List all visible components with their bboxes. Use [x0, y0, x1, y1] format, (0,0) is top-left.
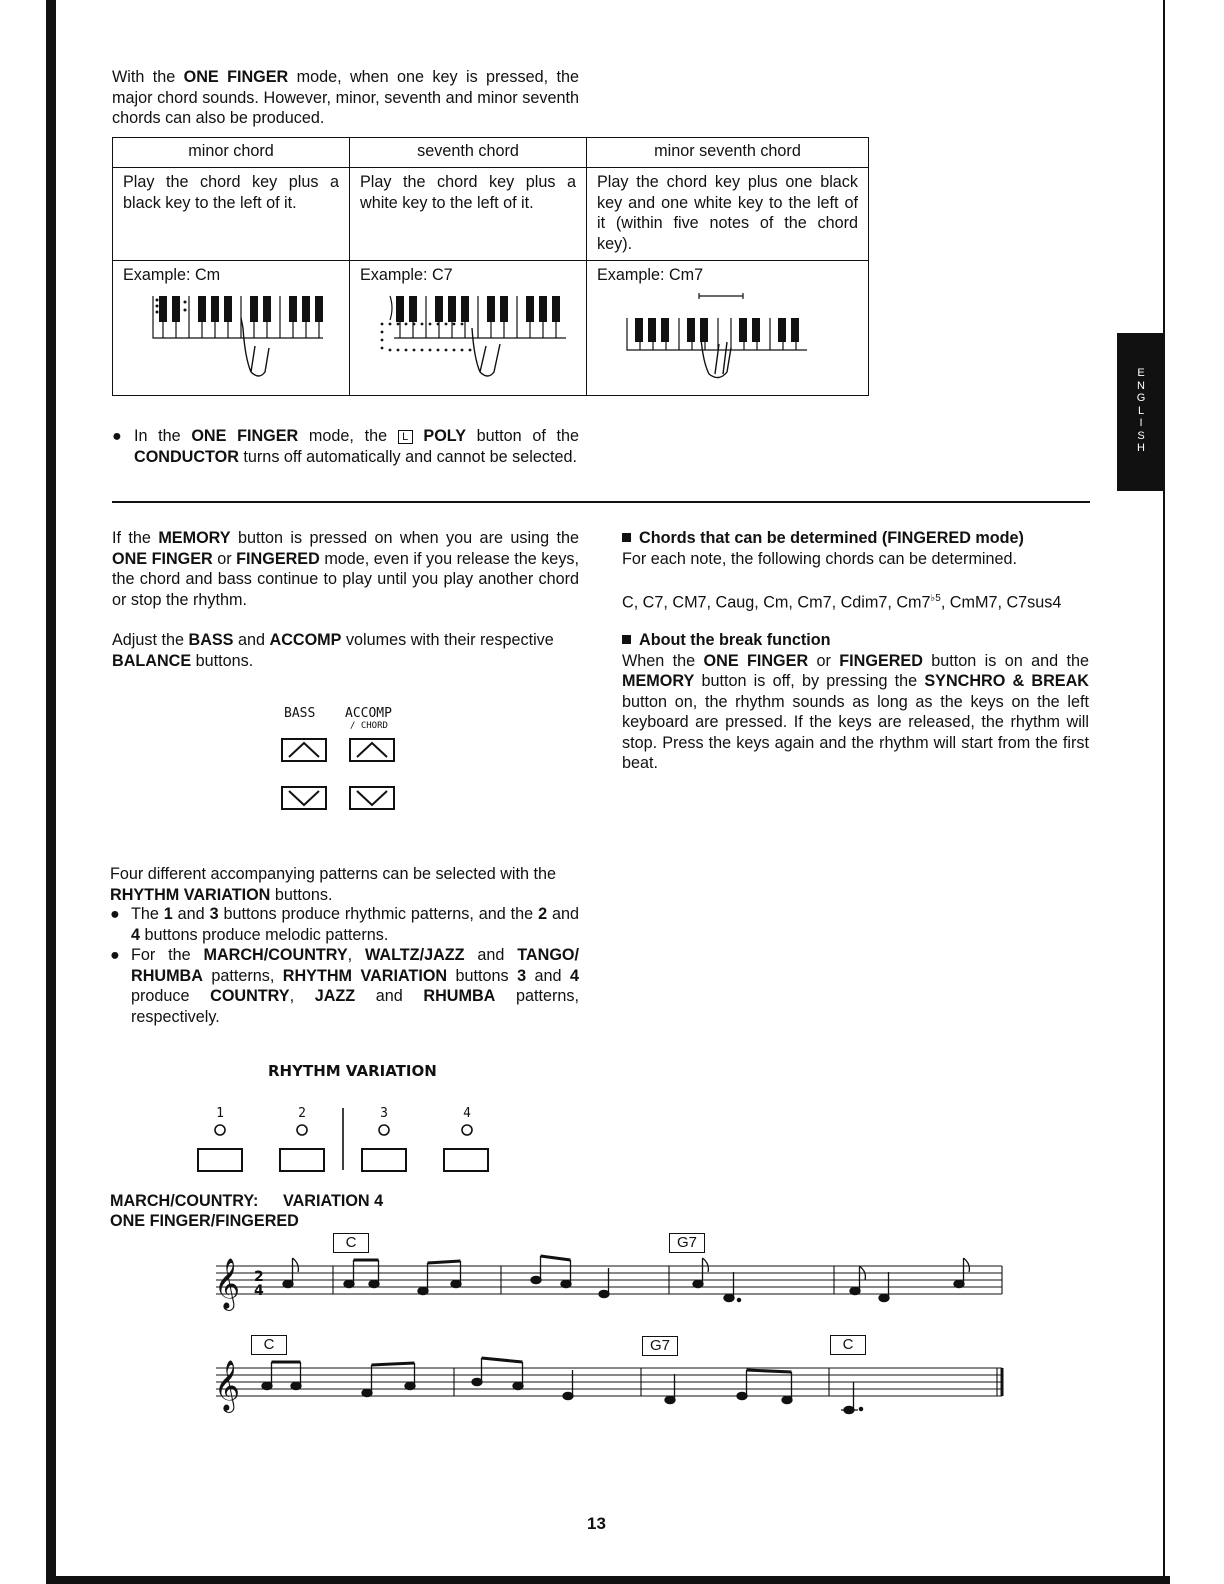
table-header: seventh chord	[350, 138, 587, 168]
indicator-lamp-icon	[215, 1125, 225, 1135]
variation-3-button[interactable]	[361, 1148, 407, 1172]
chevron-up-icon	[351, 740, 393, 760]
accomp-up-button[interactable]	[349, 738, 395, 762]
accomp-sublabel: / CHORD	[350, 721, 388, 731]
language-tab	[1117, 333, 1165, 491]
volume-paragraph: Adjust the BASS and ACCOMP volumes with their respective BALANCE buttons.	[112, 631, 554, 670]
page-edge-bottom	[46, 1576, 1170, 1584]
table-cell	[350, 261, 587, 396]
score-variation-label: VARIATION 4	[283, 1192, 384, 1210]
music-staff-2	[196, 1352, 1008, 1427]
example-label: Example: C7	[360, 266, 453, 284]
section-text: When the ONE FINGER or FINGERED button is on and the MEMORY button is off, by pressing the SYNCHRO & BREAK button on, the rhythm sounds as long as the keys on the left keyboard are pressed. If the keys are released, the rhythm will stop. Press the keys again and the rhythm will start from the first beat.	[622, 651, 1089, 772]
chord-symbol: C	[830, 1335, 866, 1355]
chords-determined-section	[622, 528, 1090, 613]
variation-paragraph: Four different accompanying patterns can be selected with the RHYTHM VARIATION buttons.	[110, 865, 557, 904]
variation-number: 1	[216, 1106, 224, 1121]
page-number: 13	[587, 1514, 606, 1533]
bullet-icon: ●	[112, 427, 122, 445]
list-item: ● For the MARCH/COUNTRY, WALTZ/JAZZ and TANGO/ RHUMBA patterns, RHYTHM VARIATION buttons 3 and 4 produce COUNTRY, JAZZ and RHUMBA patterns, respectively.	[110, 946, 579, 1026]
chord-table	[112, 137, 869, 396]
section-heading: About the break function	[639, 631, 831, 649]
break-function-section	[622, 630, 1089, 774]
square-bullet-icon	[622, 635, 631, 644]
example-label: Example: Cm	[123, 266, 221, 284]
table-cell	[587, 261, 869, 396]
variation-1-button[interactable]	[197, 1148, 243, 1172]
tab-letter: H	[1137, 442, 1145, 454]
poly-note: ● In the ONE FINGER mode, the L POLY button of the CONDUCTOR turns off automatically and cannot be selected.	[112, 427, 579, 466]
keyboard-illustration-c7	[360, 288, 570, 388]
rhythm-variation-title: RHYTHM VARIATION	[268, 1062, 437, 1080]
music-staff-1	[196, 1250, 1008, 1320]
tab-letter: L	[1137, 404, 1145, 417]
indicator-lamp-icon	[297, 1125, 307, 1135]
page-edge-right	[1163, 0, 1165, 1584]
chevron-down-icon	[283, 788, 325, 808]
list-item: ● The 1 and 3 buttons produce rhythmic patterns, and the 2 and 4 buttons produce melodic patterns.	[110, 905, 579, 944]
chord-symbol: G7	[669, 1233, 705, 1253]
keyboard-illustration-cm7	[597, 288, 837, 388]
bullet-icon: ●	[110, 905, 120, 923]
table-cell: Play the chord key plus one black key and one white key to the left of it (within five notes of the chord key).	[587, 168, 869, 261]
indicator-lamp-icon	[379, 1125, 389, 1135]
time-signature-top: 2	[254, 1269, 264, 1285]
variation-number: 2	[298, 1106, 306, 1121]
section-divider	[112, 501, 1090, 503]
tab-letter: I	[1139, 417, 1143, 429]
accomp-label: ACCOMP	[345, 706, 392, 721]
chord-symbol: G7	[642, 1336, 678, 1356]
square-bullet-icon	[622, 533, 631, 542]
treble-clef-icon: 𝄞	[214, 1360, 241, 1411]
bullet-icon: ●	[110, 946, 120, 964]
chord-symbol: C	[251, 1335, 287, 1355]
tab-letter: S	[1137, 429, 1145, 442]
chord-list: C, C7, CM7, Caug, Cm, Cm7, Cdim7, $Cm7^{♭5}$, CmM7, C7sus4	[622, 593, 1062, 612]
chevron-down-icon	[351, 788, 393, 808]
poly-l-icon: L	[398, 430, 413, 444]
variation-number: 3	[380, 1106, 388, 1121]
tab-letter: E	[1137, 367, 1145, 379]
time-signature-bottom: 4	[254, 1283, 264, 1299]
section-heading: Chords that can be determined (FINGERED mode)	[639, 529, 1024, 547]
score-pattern-label: MARCH/COUNTRY:	[110, 1192, 259, 1210]
section-text: For each note, the following chords can be determined.	[622, 549, 1018, 568]
variation-bullets	[110, 904, 579, 1027]
tab-letter: G	[1136, 392, 1146, 404]
keyboard-illustration-cm	[123, 288, 323, 388]
table-header: minor chord	[113, 138, 350, 168]
indicator-lamp-icon	[462, 1125, 472, 1135]
accomp-down-button[interactable]	[349, 786, 395, 810]
tab-letter: N	[1137, 379, 1145, 392]
chord-symbol: C	[333, 1233, 369, 1253]
page-edge-left	[46, 0, 56, 1584]
example-label: Example: Cm7	[597, 266, 704, 284]
table-cell: Play the chord key plus a black key to the left of it.	[113, 168, 350, 261]
chevron-up-icon	[283, 740, 325, 760]
memory-paragraph: If the MEMORY button is pressed on when you are using the ONE FINGER or FINGERED mode, even if you release the keys, the chord and bass continue to play until you play another chord or stop the rhythm.	[112, 529, 579, 609]
variation-4-button[interactable]	[443, 1148, 489, 1172]
bass-down-button[interactable]	[281, 786, 327, 810]
bass-up-button[interactable]	[281, 738, 327, 762]
variation-number: 4	[463, 1106, 471, 1121]
table-cell	[113, 261, 350, 396]
score-mode-label: ONE FINGER/FINGERED	[110, 1212, 299, 1230]
table-cell: Play the chord key plus a white key to the left of it.	[350, 168, 587, 261]
bass-label: BASS	[284, 706, 316, 721]
intro-paragraph: With the ONE FINGER mode, when one key is pressed, the major chord sounds. However, minor, seventh and minor seventh chords can also be produced.	[112, 68, 579, 127]
treble-clef-icon: 𝄞	[214, 1258, 241, 1309]
table-header: minor seventh chord	[587, 138, 869, 168]
variation-2-button[interactable]	[279, 1148, 325, 1172]
